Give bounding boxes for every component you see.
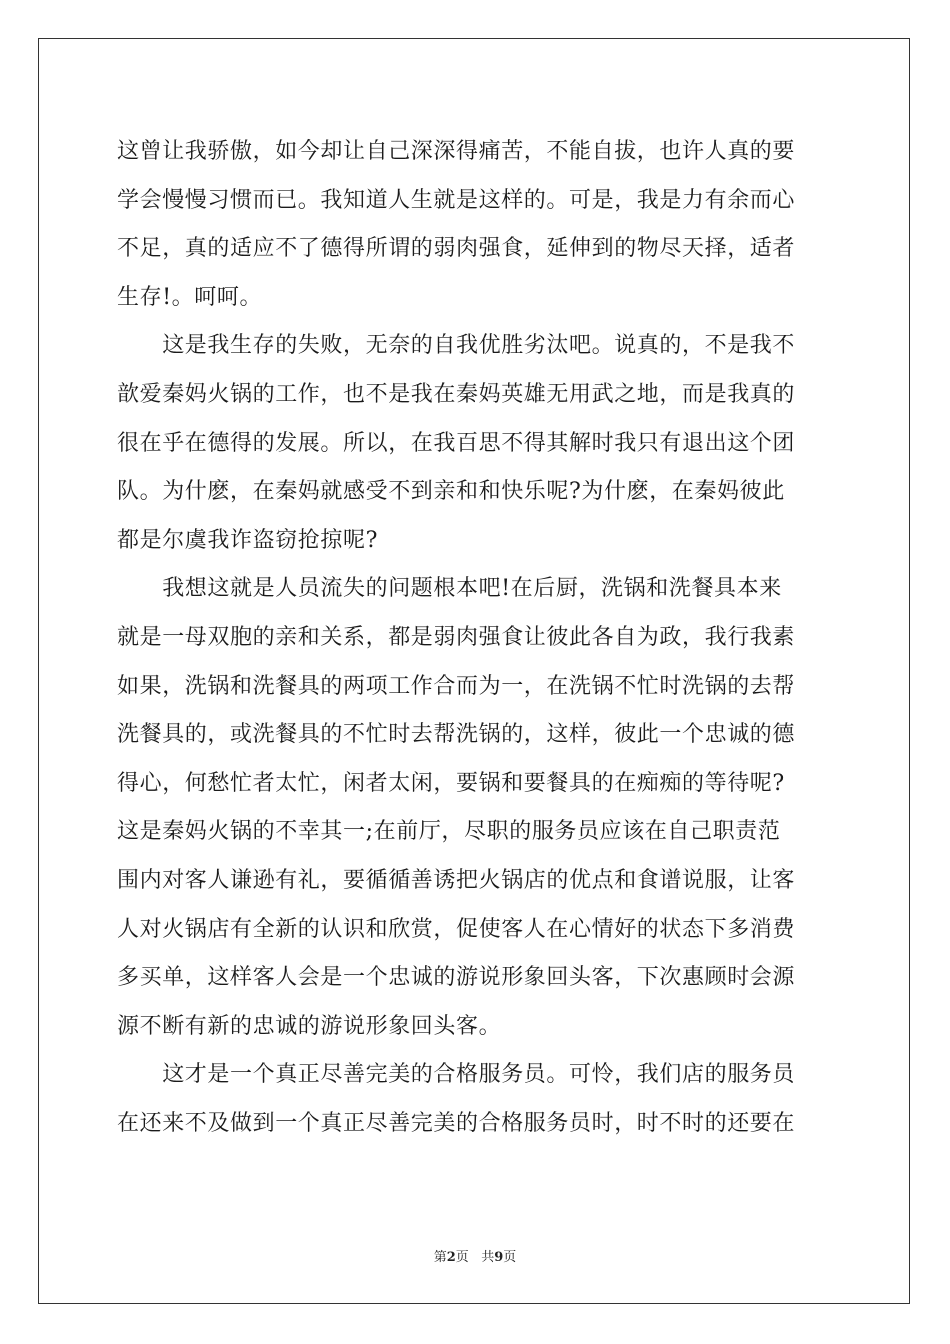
- text-line: 这曾让我骄傲，如今却让自己深深得痛苦，不能自拔，也许人真的要: [117, 139, 796, 164]
- text-line: 人对火锅店有全新的认识和欣赏，促使客人在心情好的状态下多消费: [117, 916, 796, 942]
- text-line: 不足，真的适应不了德得所谓的弱肉强食，延伸到的物尽天择，适者: [117, 236, 796, 262]
- text-line: 围内对客人谦逊有礼，要循循善诱把火锅店的优点和食谱说服，让客: [117, 867, 796, 893]
- text-line: 在还来不及做到一个真正尽善完美的合格服务员时，时不时的还要在: [117, 1110, 796, 1136]
- text-line: 队。为什麽，在秦妈就感受不到亲和和快乐呢?为什麽，在秦妈彼此: [117, 479, 785, 505]
- text-line: 就是一母双胞的亲和关系，都是弱肉强食让彼此各自为政，我行我素: [117, 624, 796, 650]
- text-line: 我想这就是人员流失的问题根本吧!在后厨，洗锅和洗餐具本来: [117, 576, 782, 602]
- total-prefix: 共: [481, 1250, 495, 1265]
- page-number: 2: [446, 1250, 456, 1265]
- text-line: 生存!。呵呵。: [117, 284, 263, 310]
- page-suffix: 页: [455, 1250, 469, 1265]
- text-line: 都是尔虞我诈盗窃抢掠呢?: [117, 527, 378, 553]
- page-footer: [0, 1246, 950, 1265]
- document-body: [117, 128, 833, 1148]
- text-line: 多买单，这样客人会是一个忠诚的游说形象回头客，下次惠顾时会源: [117, 965, 796, 991]
- text-line: 很在乎在德得的发展。所以，在我百思不得其解时我只有退出这个团: [117, 430, 796, 456]
- text-line: 歆爱秦妈火锅的工作，也不是我在秦妈英雄无用武之地，而是我真的: [117, 381, 796, 407]
- text-line: 得心，何愁忙者太忙，闲者太闲，要锅和要餐具的在痴痴的等待呢?: [117, 770, 785, 796]
- page-prefix: 第: [433, 1250, 447, 1265]
- text-line: 如果，洗锅和洗餐具的两项工作合而为一，在洗锅不忙时洗锅的去帮: [117, 673, 796, 699]
- text-line: 洗餐具的，或洗餐具的不忙时去帮洗锅的，这样，彼此一个忠诚的德: [117, 722, 796, 748]
- text-line: 这才是一个真正尽善完美的合格服务员。可怜，我们店的服务员: [117, 1062, 796, 1088]
- text-line: 这是秦妈火锅的不幸其一;在前厅，尽职的服务员应该在自己职责范: [117, 819, 781, 845]
- text-line: 源不断有新的忠诚的游说形象回头客。: [117, 1013, 502, 1039]
- text-line: 学会慢慢习惯而已。我知道人生就是这样的。可是，我是力有余而心: [117, 187, 796, 213]
- total-pages: 9: [494, 1250, 504, 1265]
- total-suffix: 页: [503, 1250, 517, 1265]
- text-line: 这是我生存的失败，无奈的自我优胜劣汰吧。说真的，不是我不: [117, 333, 796, 359]
